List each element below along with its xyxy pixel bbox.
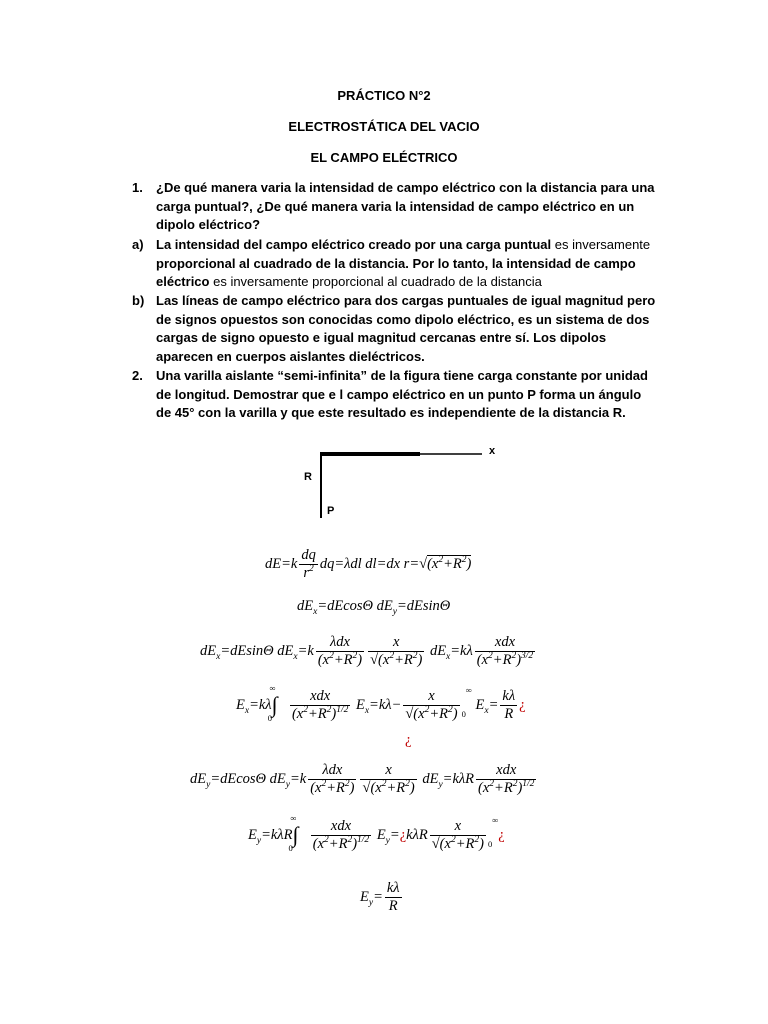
unit-title: ELECTROSTÁTICA DEL VACIO [288, 119, 480, 134]
eval2-lower-0: 0 [487, 838, 493, 849]
rod-figure [280, 436, 520, 522]
question-2-number: 2. [132, 368, 143, 383]
eval2-upper-inf: ∞ [492, 814, 499, 825]
answer-a-marker: a) [132, 237, 144, 252]
label-p: P [327, 505, 335, 517]
equation-3: $dE_x=dEsin\Theta$ $dE_x=k$ $\frac{\text{λdx}}{(x^2+R^2)}$ $\frac{x}{√(x^2+R^2)}$ $dE_x=k\lambda$ $\frac{\text{xdx}}{(x^2+R^2)^{3/2}}$ [200, 634, 534, 668]
answer-a-text-3: proporcional al cuadrado de la distancia. Por lo tanto, la intensidad de campo eléctrico [156, 255, 636, 289]
answer-b-text: Las líneas de campo eléctrico para dos cargas puntuales de igual magnitud pero de signos opuestos son conocidas como dipolo eléctrico, es un sistema de dos cargas de signo opuesto e igual magnitud cercanas entre sí. Los dipolos aparecen en cuerpos aislantes dieléctricos. [156, 293, 656, 364]
red-mark-line [405, 732, 411, 749]
equation-6: $E_y=k\lambda R\int^\infty_0$ $\frac{\text{xdx}}{(x^2+R^2)^{1/2}}$ $E_y=¿k\lambda R$ $\frac{x}{√(x^2+R^2)}$ $_0$∞¿ [248, 812, 505, 853]
red-mark-3: ¿ [399, 826, 407, 843]
equation-2: $dE_x=dEcos\Theta$ $dE_y=dEsin\Theta$ [297, 598, 451, 617]
red-mark-1: ¿ [519, 696, 526, 713]
question-1 [132, 179, 655, 235]
integral2-upper-limit: ∞ [290, 812, 297, 823]
equation-4: $E_x=k\lambda\int^\infty_0$ $\frac{\text{xdx}}{(x^2+R^2)^{1/2}}$ $E_x=k\lambda-$ $\frac{x}{√(x^2+R^2)}$ $_0$∞ $E_x=$ $\frac{k\lambda}{R}$ ¿ [236, 682, 526, 723]
red-mark-4: ¿ [498, 826, 505, 843]
answer-a-text-1: La intensidad del campo eléctrico creado por una carga puntual [156, 237, 552, 252]
eval-lower-0: 0 [461, 708, 466, 719]
answer-b [132, 292, 656, 366]
practice-title: PRÁCTICO N°2 [337, 88, 431, 103]
equation-7: $E_y=$ $\frac{k\lambda}{R}$ [360, 880, 400, 914]
answer-b-marker: b) [132, 293, 145, 308]
question-1-number: 1. [132, 180, 143, 195]
answer-a-text-2: es inversamente [551, 237, 651, 252]
label-r: R [304, 471, 312, 483]
eval-upper-inf: ∞ [465, 684, 472, 695]
integral2-lower-limit: 0 [288, 842, 293, 853]
equation-1: dE=k $\frac{dq}{r^2}$ dq=λdl dl=dx $r=√(x^2+R^2)$ [265, 547, 472, 581]
answer-a-text-4: es inversamente proporcional al cuadrado de la distancia [209, 274, 542, 289]
equation-5: $dE_y=dEcos\Theta$ $dE_y=k$ $\frac{\text{λdx}}{(x^2+R^2)}$ $\frac{x}{√(x^2+R^2)}$ $dE_y=k\lambda R$ $\frac{\text{xdx}}{(x^2+R^2)^{1/2}}$ [190, 762, 535, 796]
integral-upper-limit: ∞ [269, 682, 276, 693]
topic-title: EL CAMPO ELÉCTRICO [310, 150, 458, 165]
question-1-text: ¿De qué manera varia la intensidad de campo eléctrico con la distancia para una carga puntual?, ¿De qué manera varia la intensidad de campo eléctrico en un dipolo eléctrico? [156, 180, 655, 232]
label-x: x [489, 445, 496, 457]
question-2 [132, 367, 652, 423]
answer-a [132, 236, 652, 292]
red-mark-2: ¿ [405, 732, 412, 748]
question-2-text: Una varilla aislante “semi-infinita” de la figura tiene carga constante por unidad de longitud. Demostrar que e l campo eléctrico en un punto P forma un ángulo de 45° con la varilla y que este resultado es independiente de la distancia R. [156, 368, 648, 420]
integral-lower-limit: 0 [267, 712, 272, 723]
